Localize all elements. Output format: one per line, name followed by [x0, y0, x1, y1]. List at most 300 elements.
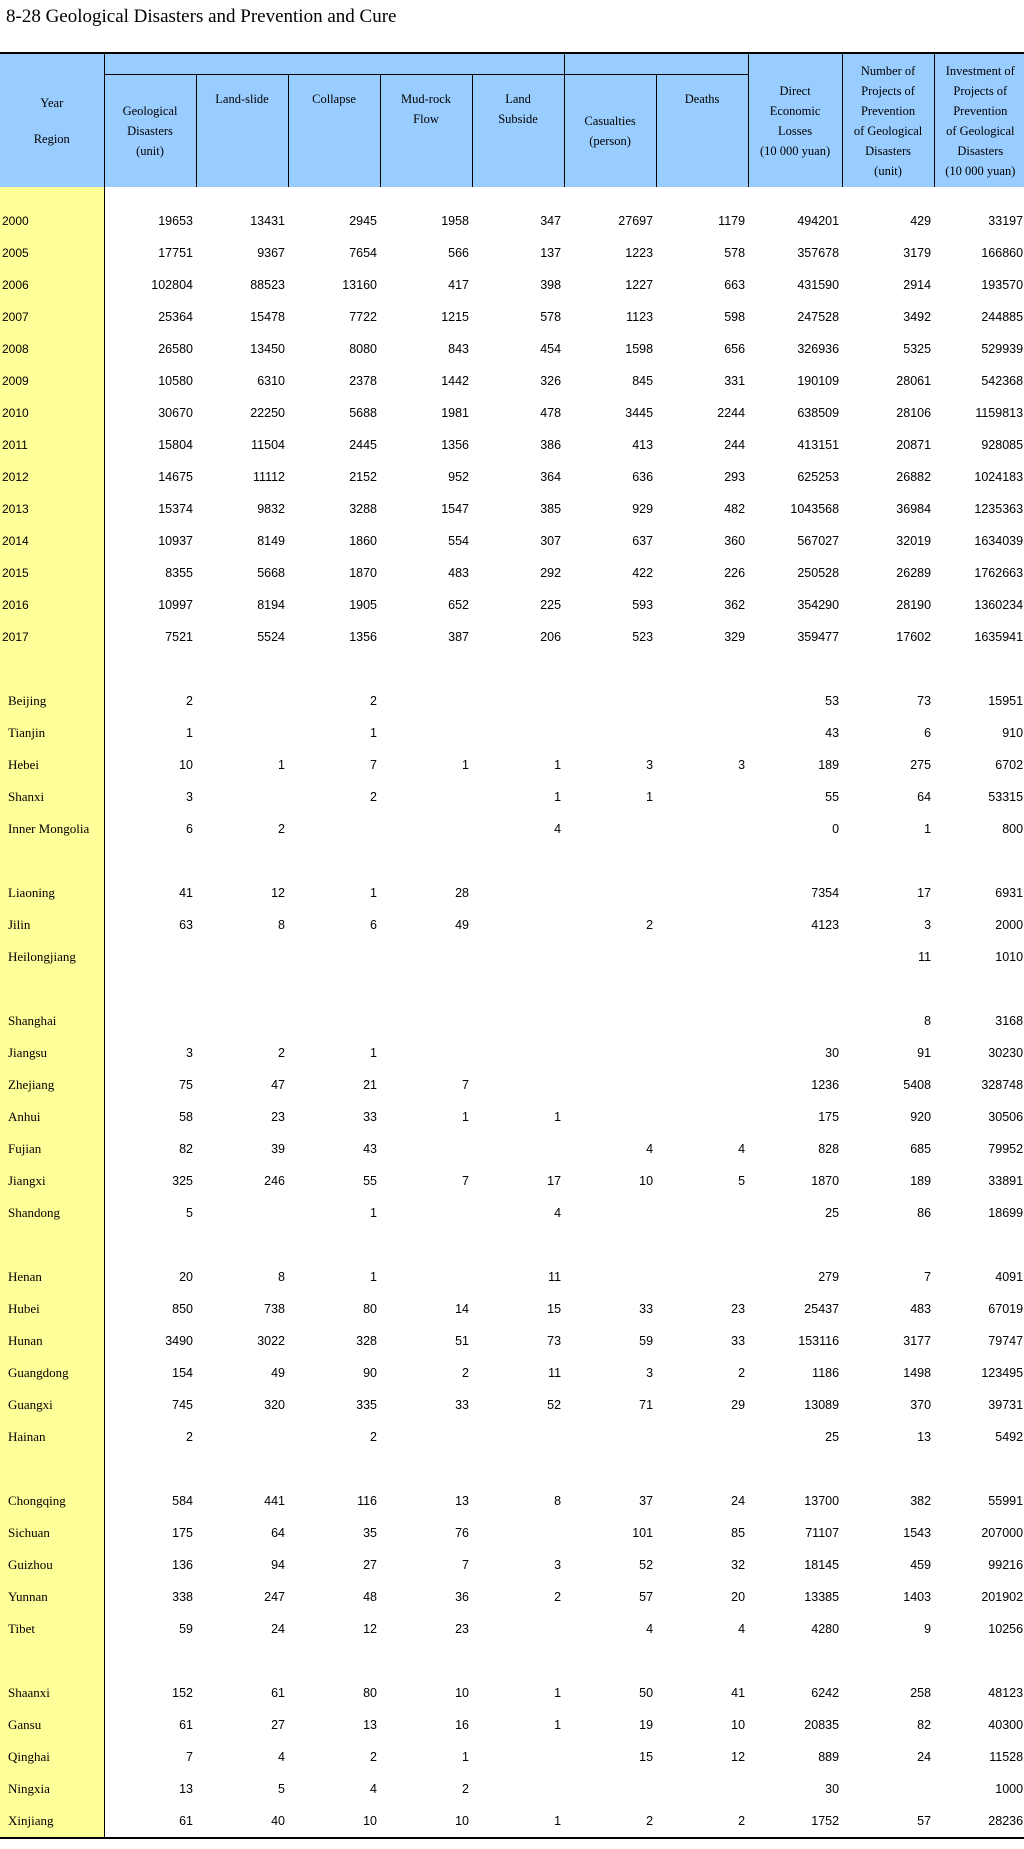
data-cell: 61	[104, 1805, 196, 1838]
region-cell	[0, 973, 104, 1005]
table-title: 8-28 Geological Disasters and Prevention and Cure	[6, 6, 397, 27]
data-cell: 13089	[804, 1398, 840, 1412]
data-cell: 13450	[250, 342, 285, 356]
data-cell: 29	[731, 1398, 746, 1412]
header-line: Prevention	[860, 103, 916, 118]
data-cell: 5	[738, 1174, 746, 1188]
data-cell: 1547	[441, 502, 469, 516]
data-cell	[656, 1421, 748, 1453]
data-cell: 11528	[989, 1750, 1024, 1764]
data-cell: 929	[632, 502, 654, 516]
region-cell: Hubei	[0, 1293, 104, 1325]
header-line: (unit)	[136, 144, 164, 158]
data-cell: 685	[910, 1142, 932, 1156]
data-cell: 26289	[896, 566, 932, 580]
header-geological-disasters	[104, 75, 196, 188]
data-cell: 1870	[811, 1174, 840, 1188]
data-cell: 431590	[797, 278, 840, 292]
region-row	[0, 1069, 1024, 1101]
data-cell: 7521	[165, 630, 193, 644]
data-cell	[288, 1005, 380, 1037]
data-cell: 7	[462, 1078, 469, 1092]
region-row	[0, 781, 1024, 813]
data-cell	[564, 653, 656, 685]
data-cell: 656	[724, 342, 746, 356]
data-cell: 33197	[988, 214, 1024, 228]
header-land-subside	[472, 75, 564, 188]
data-cell: 41	[179, 886, 193, 900]
data-cell: 7	[924, 1270, 932, 1284]
header-line: Flow	[413, 112, 439, 126]
year-cell	[0, 187, 104, 205]
data-cell	[472, 187, 564, 205]
data-cell: 27	[271, 1718, 285, 1732]
data-cell	[288, 1229, 380, 1261]
data-cell	[656, 973, 748, 1005]
data-cell	[196, 717, 288, 749]
data-cell: 33	[639, 1302, 654, 1316]
data-cell	[564, 1261, 656, 1293]
data-cell: 598	[724, 310, 746, 324]
data-cell	[934, 1229, 1024, 1261]
year-cell: 2011	[0, 429, 104, 461]
data-cell: 1223	[625, 246, 654, 260]
data-cell: 6931	[995, 886, 1024, 900]
data-cell: 11	[918, 950, 932, 964]
data-cell: 2	[370, 1750, 377, 1764]
data-cell: 123495	[981, 1366, 1024, 1380]
year-cell: 2006	[0, 269, 104, 301]
data-cell: 27697	[618, 214, 654, 228]
header-line: Subside	[498, 112, 538, 126]
data-cell: 8	[278, 1270, 285, 1284]
data-cell	[380, 1133, 472, 1165]
region-row	[0, 813, 1024, 845]
year-row	[0, 333, 1024, 365]
data-cell: 48123	[988, 1686, 1024, 1700]
year-cell: 2013	[0, 493, 104, 525]
data-cell: 429	[910, 214, 932, 228]
data-cell: 483	[448, 566, 469, 580]
region-cell: Beijing	[0, 685, 104, 717]
data-cell: 338	[172, 1590, 193, 1604]
header-region: Region	[33, 131, 70, 146]
data-cell: 8	[924, 1014, 932, 1028]
data-cell: 637	[632, 534, 654, 548]
data-cell	[472, 941, 564, 973]
data-cell: 8	[554, 1494, 562, 1508]
data-cell: 1356	[349, 630, 377, 644]
data-cell: 4	[738, 1142, 746, 1156]
region-row	[0, 1165, 1024, 1197]
year-row	[0, 493, 1024, 525]
data-cell	[380, 941, 472, 973]
data-cell: 1598	[625, 342, 654, 356]
data-cell: 49	[455, 918, 469, 932]
data-cell: 2	[554, 1590, 562, 1604]
data-cell: 23	[731, 1302, 746, 1316]
year-row	[0, 557, 1024, 589]
region-cell	[0, 845, 104, 877]
data-cell: 30230	[988, 1046, 1024, 1060]
data-cell: 2	[462, 1782, 469, 1796]
data-cell	[380, 1645, 472, 1677]
year-row	[0, 237, 1024, 269]
region-cell: Guangxi	[0, 1389, 104, 1421]
data-cell	[196, 845, 288, 877]
region-row	[0, 1773, 1024, 1805]
spacer-row	[0, 1645, 1024, 1677]
data-cell: 40300	[988, 1718, 1024, 1732]
data-cell: 207000	[981, 1526, 1024, 1540]
data-cell	[656, 813, 748, 845]
region-cell: Guizhou	[0, 1549, 104, 1581]
data-cell	[472, 717, 564, 749]
data-cell: 4	[370, 1782, 377, 1796]
data-cell: 293	[724, 470, 746, 484]
data-cell: 101	[632, 1526, 654, 1540]
data-cell: 478	[540, 406, 562, 420]
data-cell	[656, 1645, 748, 1677]
data-cell: 2	[656, 1805, 748, 1838]
data-cell: 3177	[903, 1334, 932, 1348]
data-cell	[472, 1069, 564, 1101]
data-cell: 2	[186, 694, 193, 708]
data-cell	[196, 1453, 288, 1485]
data-cell: 663	[724, 278, 746, 292]
data-cell: 64	[271, 1526, 285, 1540]
data-cell: 25364	[158, 310, 193, 324]
data-cell: 33	[455, 1398, 469, 1412]
data-cell: 2	[370, 790, 377, 804]
region-cell: Inner Mongolia	[0, 813, 104, 845]
data-cell: 32019	[896, 534, 932, 548]
year-row	[0, 461, 1024, 493]
data-cell: 17602	[896, 630, 932, 644]
data-cell: 10937	[158, 534, 193, 548]
data-cell: 25437	[804, 1302, 840, 1316]
data-cell: 928085	[981, 438, 1024, 452]
data-cell: 71	[639, 1398, 654, 1412]
data-cell: 91	[917, 1046, 932, 1060]
data-cell: 55	[825, 790, 840, 804]
data-cell: 360	[724, 534, 746, 548]
data-cell: 39	[271, 1142, 285, 1156]
data-cell: 13385	[804, 1590, 840, 1604]
data-cell: 1	[554, 1686, 562, 1700]
header-line: (person)	[589, 134, 631, 148]
data-cell: 64	[917, 790, 932, 804]
data-cell: 1	[554, 758, 562, 772]
data-cell	[104, 845, 196, 877]
region-cell: Yunnan	[0, 1581, 104, 1613]
region-cell: Gansu	[0, 1709, 104, 1741]
year-cell: 2017	[0, 621, 104, 653]
data-cell	[104, 941, 196, 973]
data-cell: 59	[639, 1334, 654, 1348]
header-line: Projects of	[953, 83, 1008, 98]
data-cell: 800	[1002, 822, 1024, 836]
data-cell: 6702	[995, 758, 1024, 772]
data-cell: 529939	[981, 342, 1024, 356]
data-cell: 15	[547, 1302, 562, 1316]
data-cell: 206	[540, 630, 562, 644]
data-cell: 22250	[250, 406, 285, 420]
data-cell: 32	[731, 1558, 746, 1572]
header-line: Disasters	[957, 143, 1004, 158]
data-cell: 17751	[158, 246, 193, 260]
data-cell: 67019	[988, 1302, 1024, 1316]
data-cell: 14675	[158, 470, 193, 484]
data-cell	[380, 1197, 472, 1229]
data-cell	[472, 909, 564, 941]
data-cell: 307	[540, 534, 562, 548]
data-cell: 3	[646, 1366, 654, 1380]
data-cell	[656, 1069, 748, 1101]
year-cell: 2005	[0, 237, 104, 269]
data-cell	[842, 973, 934, 1005]
region-row	[0, 941, 1024, 973]
data-cell	[104, 973, 196, 1005]
data-cell	[748, 187, 842, 205]
data-cell: 154	[172, 1366, 193, 1380]
data-cell: 920	[910, 1110, 932, 1124]
data-cell: 55991	[988, 1494, 1024, 1508]
spacer-row	[0, 845, 1024, 877]
data-cell: 79952	[988, 1142, 1024, 1156]
header-line: Direct	[779, 83, 811, 98]
year-row	[0, 269, 1024, 301]
data-cell: 10	[639, 1174, 654, 1188]
data-cell: 422	[632, 566, 654, 580]
data-cell: 459	[910, 1558, 932, 1572]
region-cell: Ningxia	[0, 1773, 104, 1805]
data-cell: 40	[196, 1805, 288, 1838]
data-cell	[564, 1005, 656, 1037]
data-cell: 1403	[903, 1590, 932, 1604]
data-cell: 10256	[988, 1622, 1024, 1636]
data-cell	[472, 685, 564, 717]
data-cell: 638509	[797, 406, 840, 420]
data-cell: 370	[910, 1398, 932, 1412]
data-cell: 8194	[257, 598, 285, 612]
data-cell: 86	[917, 1206, 932, 1220]
data-cell	[196, 1229, 288, 1261]
data-cell	[656, 1037, 748, 1069]
data-cell: 1159813	[975, 406, 1024, 420]
data-cell: 20	[179, 1270, 193, 1284]
data-cell	[934, 973, 1024, 1005]
data-cell: 41	[731, 1686, 746, 1700]
data-cell: 90	[363, 1366, 377, 1380]
data-cell: 382	[910, 1494, 932, 1508]
data-cell	[748, 1645, 842, 1677]
header-line: of Geological	[946, 123, 1015, 138]
data-cell	[656, 1773, 748, 1805]
data-cell: 26882	[896, 470, 932, 484]
data-cell	[934, 1645, 1024, 1677]
data-cell: 652	[448, 598, 469, 612]
data-cell: 413	[632, 438, 654, 452]
region-row	[0, 1389, 1024, 1421]
data-cell	[472, 1645, 564, 1677]
region-row	[0, 1133, 1024, 1165]
data-cell	[656, 877, 748, 909]
data-cell	[748, 941, 842, 973]
data-cell	[656, 685, 748, 717]
data-cell	[564, 187, 656, 205]
data-cell: 15951	[988, 694, 1024, 708]
data-cell: 2000	[995, 918, 1024, 932]
region-row	[0, 1325, 1024, 1357]
data-cell: 26580	[158, 342, 193, 356]
region-cell: Jiangsu	[0, 1037, 104, 1069]
data-cell	[472, 1133, 564, 1165]
data-cell: 482	[724, 502, 746, 516]
data-cell: 28190	[896, 598, 932, 612]
data-cell: 116	[357, 1494, 377, 1508]
data-cell: 24	[731, 1494, 746, 1508]
data-cell: 73	[917, 694, 932, 708]
data-cell	[380, 1037, 472, 1069]
region-cell: Shaanxi	[0, 1677, 104, 1709]
data-cell	[656, 781, 748, 813]
data-cell: 48	[363, 1590, 377, 1604]
data-cell	[472, 653, 564, 685]
data-cell: 2	[564, 1805, 656, 1838]
data-cell: 4	[554, 1206, 562, 1220]
data-cell	[842, 653, 934, 685]
data-cell: 36	[455, 1590, 469, 1604]
data-cell: 10	[288, 1805, 380, 1838]
data-cell: 1186	[812, 1366, 840, 1380]
data-cell: 13160	[342, 278, 377, 292]
data-cell	[934, 845, 1024, 877]
data-cell: 578	[540, 310, 562, 324]
data-cell: 3	[186, 1046, 193, 1060]
region-cell: Shanxi	[0, 781, 104, 813]
data-cell: 1010	[995, 950, 1024, 964]
data-cell: 1870	[349, 566, 377, 580]
data-cell: 952	[448, 470, 469, 484]
data-cell	[104, 1229, 196, 1261]
data-cell: 15804	[158, 438, 193, 452]
data-cell: 55	[363, 1174, 377, 1188]
year-row	[0, 365, 1024, 397]
data-cell: 6	[924, 726, 932, 740]
data-cell: 1356	[441, 438, 469, 452]
data-cell: 51	[455, 1334, 469, 1348]
year-row	[0, 301, 1024, 333]
data-cell	[656, 845, 748, 877]
data-cell: 27	[363, 1558, 377, 1572]
region-row	[0, 749, 1024, 781]
data-cell: 1635941	[974, 630, 1024, 644]
data-cell: 189	[910, 1174, 932, 1188]
region-row	[0, 1005, 1024, 1037]
data-cell	[380, 1453, 472, 1485]
region-cell: Tianjin	[0, 717, 104, 749]
data-cell: 28061	[896, 374, 932, 388]
data-cell	[656, 717, 748, 749]
data-cell: 5668	[257, 566, 285, 580]
data-cell: 2	[370, 694, 377, 708]
data-cell: 850	[172, 1302, 193, 1316]
header-line: (unit)	[874, 163, 902, 178]
data-cell: 2	[462, 1366, 469, 1380]
region-cell: Hebei	[0, 749, 104, 781]
data-cell: 33	[363, 1110, 377, 1124]
data-cell: 30506	[988, 1110, 1024, 1124]
data-cell: 13	[917, 1430, 932, 1444]
data-cell: 1	[554, 1110, 562, 1124]
data-cell: 292	[540, 566, 562, 580]
data-cell: 320	[264, 1398, 285, 1412]
data-cell: 80	[363, 1302, 377, 1316]
data-cell: 1498	[903, 1366, 932, 1380]
data-cell: 102804	[151, 278, 193, 292]
data-cell	[472, 1037, 564, 1069]
data-cell: 1235363	[974, 502, 1024, 516]
data-cell: 335	[356, 1398, 377, 1412]
data-cell: 20835	[804, 1718, 840, 1732]
data-cell: 1	[462, 1750, 469, 1764]
year-cell: 2012	[0, 461, 104, 493]
data-cell	[564, 877, 656, 909]
data-cell: 554	[448, 534, 469, 548]
data-cell: 189	[818, 758, 840, 772]
data-cell: 17	[547, 1174, 562, 1188]
data-cell: 523	[632, 630, 654, 644]
region-cell: Anhui	[0, 1101, 104, 1133]
data-cell: 244885	[981, 310, 1024, 324]
data-cell: 325	[172, 1174, 193, 1188]
data-cell: 11	[548, 1270, 562, 1284]
data-cell: 1	[278, 758, 285, 772]
data-cell	[196, 781, 288, 813]
year-row	[0, 397, 1024, 429]
data-cell: 136	[172, 1558, 193, 1572]
data-cell	[104, 187, 196, 205]
data-cell: 1	[924, 822, 932, 836]
data-cell	[196, 941, 288, 973]
data-cell: 9832	[257, 502, 285, 516]
data-cell: 250528	[797, 566, 840, 580]
data-cell: 43	[363, 1142, 377, 1156]
data-cell	[288, 973, 380, 1005]
data-cell: 15374	[158, 502, 193, 516]
data-cell: 76	[455, 1526, 469, 1540]
year-cell: 2014	[0, 525, 104, 557]
data-cell: 2	[278, 822, 285, 836]
table-body	[0, 187, 1024, 1838]
data-cell: 1	[646, 790, 654, 804]
header-line: of Geological	[853, 123, 923, 138]
data-cell	[104, 1005, 196, 1037]
header-line: (10 000 yuan)	[760, 143, 831, 158]
data-cell	[196, 1421, 288, 1453]
data-cell: 279	[818, 1270, 840, 1284]
region-row	[0, 1741, 1024, 1773]
data-cell: 2	[186, 1430, 193, 1444]
header-collapse: Collapse	[288, 75, 380, 188]
data-cell	[564, 845, 656, 877]
data-cell: 413151	[797, 438, 840, 452]
data-cell: 1	[370, 726, 377, 740]
data-cell	[104, 653, 196, 685]
data-cell: 18145	[804, 1558, 840, 1572]
data-cell: 36984	[896, 502, 932, 516]
